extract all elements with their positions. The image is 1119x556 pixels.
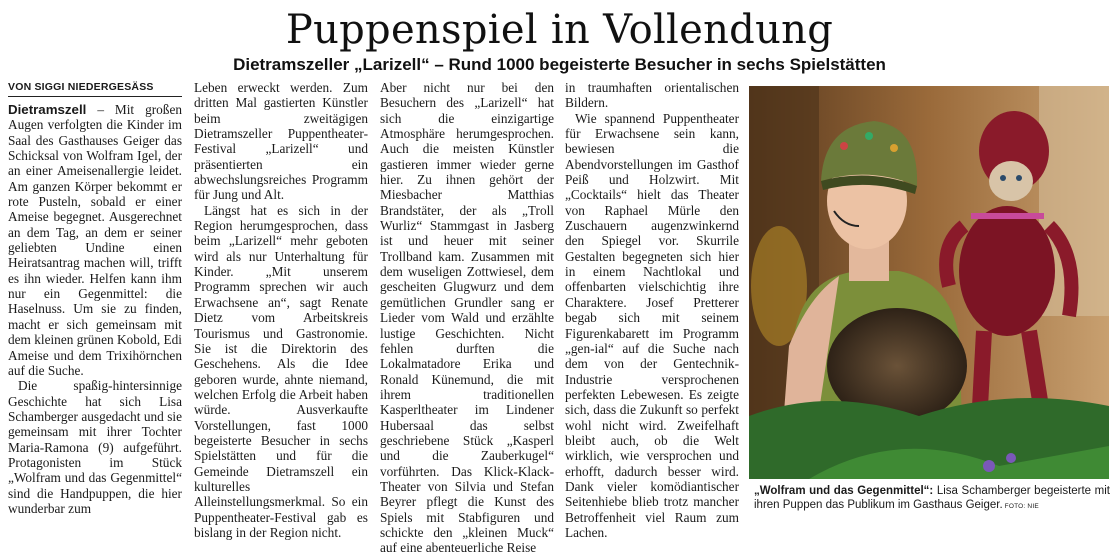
byline: VON SIGGI NIEDERGESÄSS	[8, 80, 182, 97]
paragraph: Wie spannend Puppentheater für Erwachsene sein kann, bewiesen die Abendvorstellungen im Gasthof Peiß und Holzwirt. Mit „Cocktails“ hielt das Theater von Raphael Mürle den Zuschauern augenzwinkernd den Spiegel vor. Skurrile Gestalten begegneten sich hier in einem Nachtlokal und offenbarten vielschichtig ihre Charaktere. Josef Pretterer begab sich mit seinem Figurenkabarett im Programm „gen-ial“ auf die Suche nach dem von der Gentechnik-Industrie versprochenen perfekten Lebewesen. Es zeigte sich, dass die Zukunft so perfekt wohl nicht wird. Zweifelhaft bleibt auch, ob die Welt wirklich, wie versprochen und erhofft, dadurch besser wird. Dank vieler komödiantischer Seitenhiebe blieb trotz mancher Betroffenheit viel Raum zum Lachen.	[565, 110, 739, 540]
photo-caption	[754, 484, 1110, 514]
paragraph: Längst hat es sich in der Region herumgesprochen, dass beim „Larizell“ mehr geboten wird als nur Unterhaltung für Kinder. „Mit unserem Programm sprechen wir auch Erwachsene an“, sagt Renate Dietz vom Arbeitskreis Tourismus und Gastronomie. Sie ist die Direktorin des Geschehens. Als die Idee geboren wurde, ahnte niemand, welchen Erfolg die Arbeit haben würde. Ausverkaufte Vorstellungen, fast 1000 begeisterte Besucher in sechs Spielstätten und für die Gemeinde Dietramszell ein kulturelles Alleinstellungsmerkmal. So ein Puppentheater-Festival gab es bislang in der Region nicht.	[194, 202, 368, 540]
dateline: Dietramszell	[8, 102, 87, 117]
article-column-4	[565, 80, 739, 540]
paragraph: Aber nicht nur bei den Besuchern des „Larizell“ hat sich die einzigartige Atmosphäre herumgesprochen. Auch die meisten Künstler gastieren immer wieder gerne hier. Zu ihnen gehört der Miesbacher Matthias Brandstäter, der als „Troll Wurliz“ Stammgast in Jasberg ist und heuer mit seiner Trollband kam. Zusammen mit dem wuseligen Zottwiesel, dem gescheiten Glugwurz und dem gemütlichen Grundler sang er Lieder vom Wald und erzählte lustige Geschichten. Nicht fehlen durften die Lokalmatadore Erika und Ronald Künemund, die mit ihrem traditionellen Kasperltheater im Lindener Hubersaal das selbst geschriebene Stück „Kasperl und die Zauberkugel“ vorführten. Das Klick-Klack-Theater von Silvia und Stefan Beyrer pflegt die Kunst des Spiels mit Stabfiguren und schickte den „kleinen Muck“ auf eine abenteuerliche Reise	[380, 80, 554, 556]
paragraph: in traumhaften orientalischen Bildern.	[565, 80, 739, 111]
caption-text: Lisa Schamberger begeisterte mit ihren Puppen das Publikum im Gasthaus Geiger.	[754, 485, 1111, 511]
caption-lead: „Wolfram und das Gegenmittel“:	[754, 485, 934, 497]
headline: Puppenspiel in Vollendung	[285, 7, 834, 53]
paragraph: Leben erweckt werden. Zum dritten Mal gastierten Künstler beim zweitägigen Dietramszeller Puppentheater-Festival „Larizell“ und präsentierten ein abwechslungsreiches Programm für Jung und Alt.	[194, 80, 368, 203]
article-photo	[749, 86, 1109, 479]
article-column-2	[194, 80, 368, 540]
paragraph: Die spaßig-hintersinnige Geschichte hat sich Lisa Schamberger ausgedacht und sie gemeinsam mit ihrer Tochter Maria-Ramona (9) aufgeführt. Protagonisten im Stück „Wolfram und das Gegenmittel“ sind die Handpuppen, die hier wunderbar zum	[8, 378, 182, 516]
paragraph: Dietramszell – Mit großen Augen verfolgten die Kinder im Saal des Gasthauses Geiger das Schicksal von Wolfram Igel, der an einer Ameisenallergie leidet. Am ganzen Körper bekommt er rote Pusteln, sobald er einer Ameise begegnet. Ausgerechnet an dem Tag, an dem er seiner geliebten Undine einen Heiratsantrag machen will, trifft es ihn wieder. Helfen kann ihm nur ein Gegenmittel: die Haselnuss. Um sie zu finden, macht er sich gemeinsam mit dem kleinen grünen Kobold, Edi Ameise und dem Trixihörnchen auf die Suche.	[8, 102, 183, 378]
subheadline: Dietramszeller „Larizell“ – Rund 1000 begeisterte Besucher in sechs Spielstätten	[233, 55, 886, 74]
photo-credit: FOTO: NIE	[1002, 503, 1039, 510]
puppeteer-photo	[749, 86, 1109, 479]
article-column-1	[8, 80, 182, 520]
article-column-3	[380, 80, 554, 556]
